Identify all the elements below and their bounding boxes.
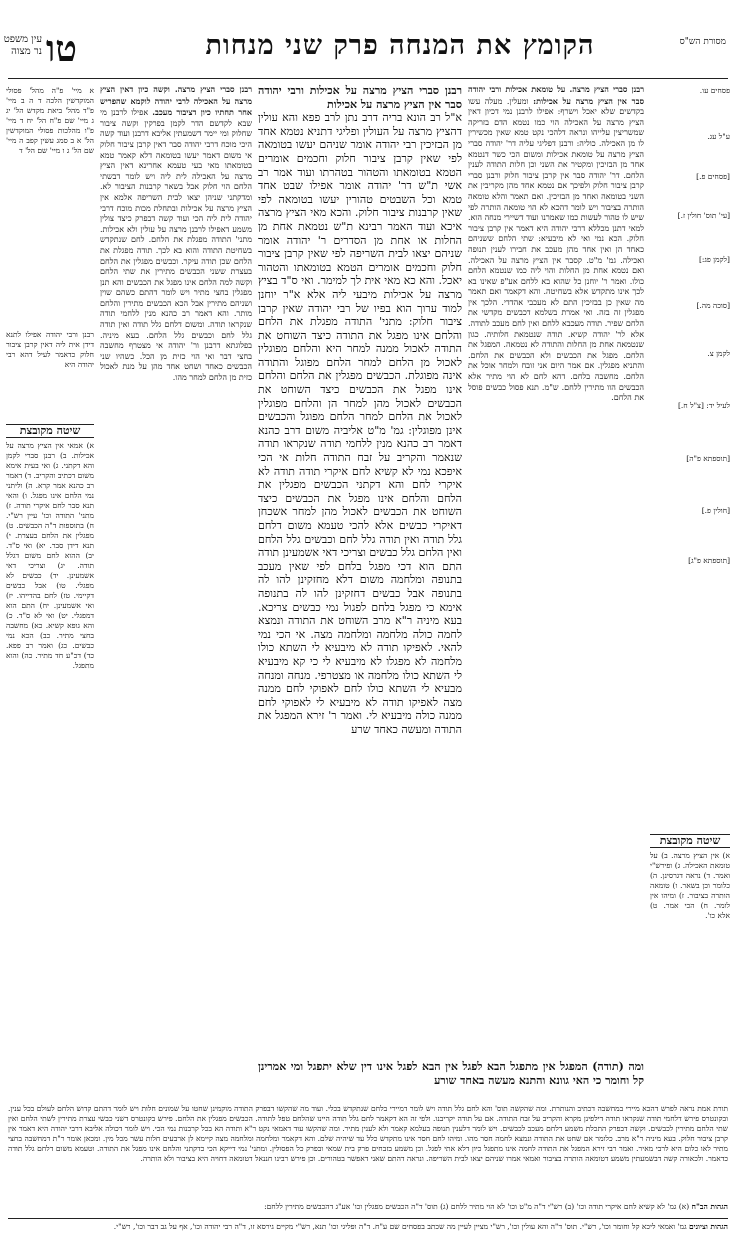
left-margin-notes-text: רבנן ורבי יהודה אפילו לתנא דידן אית ליה דאין קרבן ציבור חלוק כדאמר לעיל דהא רבי יהודה היא bbox=[6, 330, 94, 369]
margin-ref: [תוספתא פ"ה] bbox=[686, 454, 730, 464]
rashi-column bbox=[468, 84, 644, 824]
margin-ref: [סוכה מה.] bbox=[696, 300, 730, 310]
gemara-tail-text: ומה (תודה) המפגל אין מתפגל הבא לפגל אין הבא לפגל אינו דין שלא יתפגל ומי אמרינן קל וחומר כי האי גוונא והתנא מעשה באחד שורע bbox=[258, 1060, 644, 1087]
footer-rule bbox=[8, 1218, 728, 1219]
ein-mishpat-column bbox=[6, 86, 94, 326]
gemara-text: א"ל רב הונא בריה דרב נתן לרב פפא והא עולין דהציץ מרצה על העולין ופליגי דתניא נטמא אחד מן הבזיכין רבי יהודה אומר שניהם יעשו בטומאה לפי שאין קרבן ציבור חלוק וחכמים אומרים הטמא בטומאתו והטהור בטהרתו ועוד אמר רב אשי ת"ש דר' יהודה אומר אפילו שבט אחד טמא וכל השבטים טהורין יעשו בטומאה לפי שאין קרבנות ציבור חלוק. והכא מאי הציץ מרצה איכא ועוד האמר רבינא ת"ש נטמאת אחת מן החלות או אחת מן הסדרים ר' יהודה אומר שניהם יצאו לבית השריפה לפי שאין קרבן ציבור חלוק וחכמים אומרים הטמא בטומאתו והטהור יאכל. והא כא מאי אית לך למימר. ואי ס"ד בציץ מרצה על אכילות מיבעי ליה אלא א"ר יוחנן למוד ערוך הוא בפיו של רבי יהודה שאין קרבן ציבור חלוק: מתני' התודה מפגלת את הלחם והלחם אינו מפגל את התודה כיצד השוחט את התודה לאכול ממנה למחר היא והלחם מפוגלין לאכול מן הלחם למחר הלחם מפוגל והתודה אינה מפוגלת. הכבשים מפגלין את הלחם והלחם אינו מפגל את הכבשים כיצד השוחט את הכבשים לאכול מהן למחר הן והלחם מפוגלין לאכול את הלחם למחר הלחם מפוגל והכבשים אינן מפוגלין: גמ' מ"ט אליביה משום דרב כהנא דאמר רב כהנא מנין ללחמי תודה שנקראו תודה שנאמר והקריב על זבח התודה חלות אי הכי איפכא נמי לא קשיא לחם איקרי תודה תודה לא איקרי לחם והא דקתני הכבשים מפגלין את הלחם והלחם אינו מפגל את הכבשים כיצד השוחט את הכבשים לאכול מהן למחר אשכחן דאיקרי כבשים אלא להכי טעמא משום דלחם גלל תודה ואין תודה גלל לחם וכבשים גלל הלחם ואין הלחם גלל כבשים וצריכי דאי אשמעינן תודה התם הוא דכי מפגל בלחם לפי שאין מעכב בתנופה ומלחמה משום דלא מחזקינן להו לה בתנופה אבל כבשים דחזקינן להו לה בתנופה אימא כי מפגל בלחם לפגול נמי כבשים צריכא. בעא מיניה ר"א מרב השוחט את התודה ונמצא לחמה כולה מלחמה ומלחמה מצה. אי הכי נמי להאי. לאפיקו תודה לא מיבעיא לי השתא כולו מלחמה לא מפגלו לא מיבעיא לי כי קא מיבעיא לי השתא כולו מלחמה או מצטרפי. מנחה ומנחה מבעיא לי השתא כולו לחם לאפוקי לחם ממנה מצה לאפיקו תודה לא מיבעיא לי לאפוקי לחם ממנה כולה מיבעיא לי. ואמר ר' זירא המפגל את התודה ומעשה כאחד שרע bbox=[258, 111, 462, 736]
page-number: טו bbox=[46, 28, 77, 70]
page-header bbox=[0, 26, 736, 76]
margin-ref: [פסחים פ.] bbox=[696, 171, 730, 181]
tosafot-text: אפילו לרבנן מי שבא לקדשם הדר לקמן בפרקין וקשה ציבור שחלוק ומי יימר דשמעתין אליבא דרבנן ועוד קשה היכי מוכח דרבי יהודה סבר דאין קרבן ציבור חלוק אי משום דאמר יעשו בטומאה דלא קאמר טמא בטומאתו מאי בעי טעמא אחרינא דאין הציץ מרצה על האכילה לית ליה ויש לומר דבשתי הלחם הוי חלוק אבל בשאר קרבנות הציבור לא. ומדקתני שניהן יצאו לבית השריפה אלמא אין הציץ מרצה על אכילות ובתחלת מכות מוכח דרבי יהודה לית ליה הכי ועוד קשה דבפרק כיצד צולין משמע דאפילו לרבנן מרצה על עולין ולא אכילות. מתני' התודה מפגלת את הלחם. לחם שנתקדש בשחיטת התודה והוא בא לכך. תודה מפגלת את הלחם שכן תודה עיקר. וכבשים מפגלין את הלחם בעצרת ששני הכבשים מתירין את שתי הלחם וקשה למה הלחם אינו מפגל את הכבשים והא תנן מפגלין בחצי מתיר ויש לומר דהתם כשהם שוין ושניהם מתירין אבל הכא הכבשים מתירין והלחם מותר. והא דאמר רב כהנא מנין ללחמי תודה שנקראו תודה. ומשום דלחם גלל תודה ואין תודה גלל לחם וכבשים גלל הלחם. בעא מיניה. בפלוגתא דרבנן ור' יהודה אי מצטרף מחשבה בחצי דבר ואי הוי כזית מן הכל. כשהיו שני הכבשים כאחד ושחט אחד מהן על מנת לאכול כזית מן הלחם למחר מהו. bbox=[100, 108, 252, 383]
gemara-column bbox=[258, 84, 462, 1104]
shita-left-title: שיטה מקובצת bbox=[6, 424, 94, 438]
margin-refs-right bbox=[648, 86, 730, 646]
hagahot-bach-label: הגהות הב"ח bbox=[691, 1202, 728, 1211]
tosafot-opening: רבנן סברי הציץ מרצה. וקשה כיון דאין הציץ מרצה על האכילה לרבי יהודה לוקמא שהפריש אחר תחתיו כיון דציבור מעכב. bbox=[100, 84, 252, 118]
rashi-opening: רבנן סברי הציץ מרצה. על טומאת אכילות ורבי יהודה סבר אין הציץ מרצה על אכילות: bbox=[468, 84, 644, 106]
margin-ref: לקמן צ. bbox=[707, 348, 730, 358]
rashi-text: ומעלין. מעלה עשו בקדשים שלא יאכל וישרף: אפילו לרבנן נמי דכיון דאין הציץ מרצה על האכילה הוי כמו נטמא הדם בזריקה שמשריצין עלייהו ונראה דלהכי נקט טמא שאין מכשירין לו מן האכילה. כוליה: ורבנן דפליגי עליה דר' יהודה סברי הציץ מרצה על טומאת אכילות ומשום הכי כשר דנטמא אחד מן הבזיכין ומקטיר את השני וכן חלות התודה לענין הלחם. דר' יהודה סבר אין קרבן ציבור חלוק ורבנן סברי קרבן ציבור חלוק ולפיכך אם נטמא אחד מהן מקריבין את השני בטומאה ואחד מן הבזיכין. ואם תאמר והלא טומאה הותרה בציבור ויש לומר דהכא לא הוי טומאה הותרה לפי שיש לו טהור לעשות כמו שאמרנו ועוד דשיירי מנחה הוא. למאי דתנן מכללא דרבי יהודה היא דאמר אין קרבן ציבור חלוק. הכא נמי ואי לא מיבעיא: שתי הלחם ששניהם כאחד הן ואין אחד מהן מעכב את חבירו לענין תנופה ואכילה. גמ' מ"ט. קסבר אין הציץ מרצה על האכילה. ואם נטמא אחת מן החלות והוי ליה כמו שנטמא הלחם כולו. ואמר ר' יוחנן כל שהוא בא ללחם אע"פ שאינו בא לכך אינו מתקדש אלא בשחיטה. והא דקאמר ואם תאמר מה שאין כן בבזיכין התם לא מעכבי אהדדי. הלכך אין מפגלין זה בזה. ואי אמרת בשלמא דכבשים מקדשי את הלחם שפיר. תודה מעכבא ללחם ואין לחם מעכב לתודה. אלא לר' יהודה קשיא. תודה שנטמאת חלותיה. כגון שנטמאה אחת מן החלות והתודה לא נטמאה. המפגל את הלחם. מפגל את הכבשים ולא הכבשים את הלחם. והתניא מפגלין. אם אמר היום אני זובח ולמחר אוכל את הלחם. מחשבה בלחם. דהא לחם לא הוי מתיר אלא הכבשים הוו מתירין ללחם. ש"מ. תנא פסול כבשים פוסל את הלחם. bbox=[468, 96, 644, 403]
gemara-intro: רבנן סברי הציץ מרצה על אכילות ורבי יהודה סבר אין הציץ מרצה על אכילות bbox=[258, 84, 462, 111]
bottom-commentary-text: תורת אמת נראה לפרש דהכא מיירי במחשבה דכתיב והנותרת. ומה שהקשה תוס' והא לחם גלל תודה ויש לומר דמיירי בלחם שנתקדש בכלי. ועוד מה שהקשו דבפרק התודה מוקמינן שחטו על שמונים חלות ויש לומר דהתם קדוש הלחם לעולם בכל ענין. ובקונטרס פירש דלחמי תודה שנקראו תודה דילפינן מקרא והקריב על זבח התודה. אם על תודה יקריבנו. ולפי זה הא דקאמר לחם גלל תודה היינו שהלחם טפל לתודה. הכבשים מפגלין את הלחם. פירש בקונטרס דשני כבשי עצרת מתירין לשתי הלחם ואין שתי הלחם מתירין לכבשים. וקשה דבפרק התכלת משמע דלחם מעכב לכבשים. ויש לומר דלענין תנופה בעלמא קאמר ולא לענין מתיר. ומה שהקשו עוד דאמאי נקט ר"א ותודה הא בכל קרבנות נמי הכי. ויש לומר דכולה אליבא דרבי יהודה היא דאמר אין קרבן ציבור חלוק. בעא מיניה ר"א מרב. כלומר אם שחט את התודה ונמצא לחמה חסר מהו. ומיהו לחם חסר אינו מתקדש כלל עד שיהיה שלם. והא דקאמר ומלחמה ומלחמה מצה קיימא לן ארבעים חלות עשר מכל מין. ומכאן אומר ר"ת דמחשבה בחצי מתיר לאו כלום היא לרבי מאיר. ואמר רבי זירא המפגל את התודה לחמה אינו מתפגל כיון דלא אתי לפגל. וכן משמע בזבחים פרק בית שמאי ובפרק כל הפסולין. ומתני' נמי דייקא הכי כדקתני והלחם אינו מפגל את התודה. וטעמא משום דלחם גלל תודה כדאמר. ולכאורה קשה דבשמעתין משמע דטומאה הותרה בציבור ואמאי אמרו שניהם יצאו לבית השריפה. ונראה דהתם שאני דאפשר בטהורים. וכן פירש רבינו חננאל דטומאה דחויה היא בציבור ולא הותרה. bbox=[8, 1104, 728, 1163]
header-rule bbox=[8, 78, 728, 79]
footer-text: גמ' ואמאי ליכא קל וחומר וכו', רש"י. תוס' ד"ה והא עולין וכו', רש"י מציין לעיין מה שכתב בפסחים שם ע"ח. ד"ה ופליגי וכו' תנא, רש"י מקיים גירסא זו, ד"ה רבי יהודה וכו', אף על גב דבר וכו', רש"י. bbox=[113, 1222, 687, 1231]
margin-ref: פסחים עו. bbox=[699, 86, 730, 95]
margin-ref: [עי' תוס' חולין ז.] bbox=[677, 211, 730, 221]
shita-left-text: א) אמאי אין הציץ מרצה על אכילות. ב) רבנן סברי לקמן והא דקתני. ג) ואי בעית אימא משום דכתיב והקריב. ד) דאמר רב כהנא אמר קרא. ה) וליתני נמי הלחם אינו מפגל. ו) והאי תנא סבר לחם איקרי תודה. ז) מתני' התודה וכו' עיין רש"י. ח) בתוספות ד"ה הכבשים. ט) מפגלין את הלחם בעצרת. י) תנא דידן סבר. יא) ואי ס"ד. יב) ההוא לחם משום דגלל תודה. יג) וצריכי דאי אשמעינן. יד) כבשים לא מפגלי. טו) אבל כבשים דקיימי. טז) לחם בהדייהו. יז) ואי אשמעינן. יח) התם הוא דמפגלי. יט) ואי לא ס"ד. כ) והא גופא קשיא. כא) מחשבה בחצי מתיר. כב) הכא נמי כבשים. כג) ואמר רב פפא. כד) דכ"ע חד מתיר. כה) והוא מתפגל. bbox=[6, 441, 94, 670]
shita-right-text: א) אין הציץ מרצה. ב) על טומאת האכילה. ג) ופירש"י ואמר. ד) נראה דגרסינן. ה) כלומר וכן בשאר. ו) טומאה הותרה בציבור. ז) ומיהו אין לומר. ח) הכי אמר. ט) אלא כו'. bbox=[650, 851, 730, 920]
bottom-commentary bbox=[8, 1104, 728, 1200]
footer-label: הגהות וציונים bbox=[688, 1222, 728, 1231]
mesorah-label: מסורת הש"ס bbox=[679, 37, 726, 47]
shita-mekubetzet-left bbox=[6, 420, 94, 1080]
left-margin-notes bbox=[6, 330, 94, 416]
shita-mekubetzet-right bbox=[650, 830, 730, 1080]
margin-ref: ע"ל עג. bbox=[707, 131, 730, 141]
margin-ref: לעיל יד: [צ"ל ח.] bbox=[677, 400, 730, 410]
margin-ref: [חולין פ.] bbox=[701, 506, 730, 516]
ein-mishpat-label: עין משפט נר מצוה bbox=[3, 34, 42, 57]
hagahot-bach bbox=[8, 1202, 728, 1216]
margin-ref: [תוספתא פ"ג] bbox=[688, 555, 730, 565]
page-title: הקומץ את המנחה פרק שני מנחות bbox=[205, 30, 595, 61]
gemara-tail bbox=[258, 1060, 644, 1100]
hagahot-bach-text: (א) גמ' לא קשיא לחם איקרי תודה וכו' (ב) רש"י ד"ה מ"ט וכו' לא הוי מתיר ללחם (ג) תוס' ד"ה הכבשים מפגלין וכו' אע"ג דהכבשים מתירין ללחם: bbox=[264, 1202, 690, 1211]
tosafot-column bbox=[100, 84, 252, 1074]
shita-right-title: שיטה מקובצת bbox=[650, 834, 730, 848]
ein-mishpat-text: א מיי' פ"ה מהל' פסולי המוקדשין הלכה ד ה ב מיי' פ"ד מהל' ביאת מקדש הל' יג ג מיי' שם פ"ח הל' יח ד מיי' פ"ו מהלכות פסולי המוקדשין הל' א ב סמג עשין קפב ה מיי' שם הל' ג ו מיי' שם הל' ד bbox=[6, 86, 94, 155]
footer bbox=[8, 1222, 728, 1246]
margin-ref: [לקמן פג:] bbox=[698, 255, 730, 265]
